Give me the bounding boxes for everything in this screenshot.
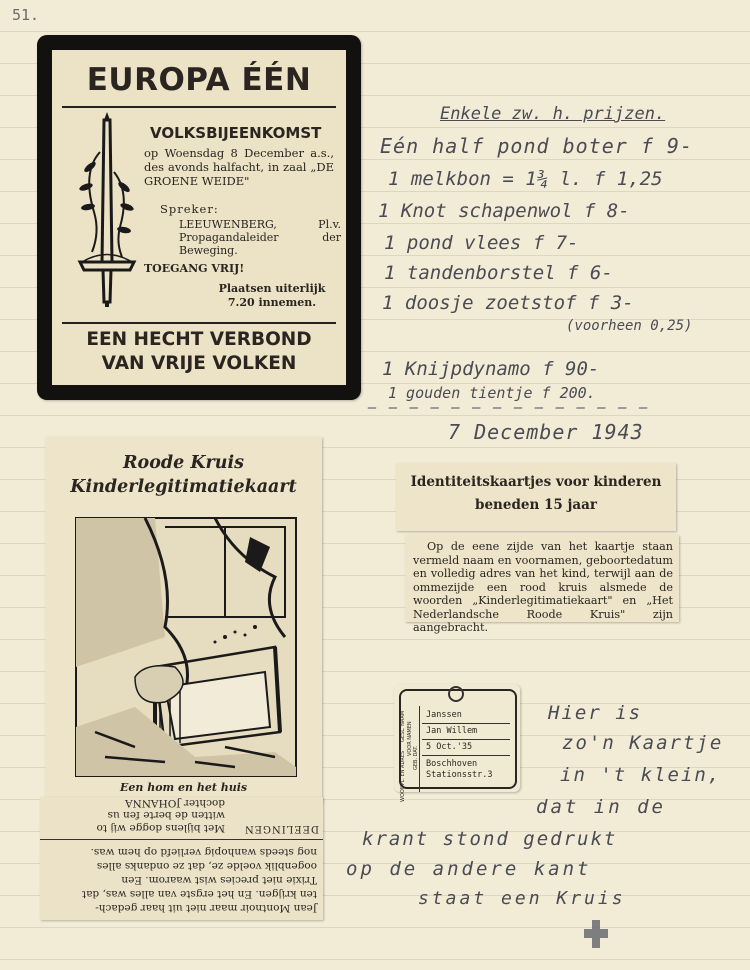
note-line: op de andere kant [346, 858, 592, 880]
dashed-separator: — — — — — — — — — — — — — — [368, 400, 650, 416]
clipping-text-line: ten krijgen. En het ergste van alles was, dat [81, 888, 317, 900]
clipping-text-line: dochter JOHANNA [125, 797, 225, 809]
price-item: 1 Knijpdynamo f 90- [382, 358, 600, 380]
divider [40, 839, 323, 840]
note-line: Hier is [548, 702, 643, 724]
clipping-text-line: Met bijlens dogge wij to [96, 822, 225, 834]
slogan-line: VAN VRIJE VOLKEN [101, 353, 297, 374]
tag-address-line: Boschhoven [426, 759, 478, 769]
price-note: (voorheen 0,25) [566, 318, 693, 334]
price-item: 1 tandenborstel f 6- [384, 262, 613, 284]
roode-kruis-clipping [45, 437, 322, 802]
divider [62, 106, 336, 108]
tag-field-labels [396, 706, 419, 802]
heading-line: Identiteitskaartjes voor kinderen [410, 474, 662, 490]
speaker-label: Spreker: [160, 202, 219, 216]
price-item: 1 doosje zoetstof f 3- [382, 292, 634, 314]
drawn-cross-icon [582, 918, 610, 950]
slogan-line: EEN HECHT VERBOND [86, 329, 312, 350]
tag-label: GESL. NAAM [400, 710, 406, 742]
identiteit-heading [396, 471, 676, 517]
europa-title: EUROPA ÉÉN [86, 62, 312, 98]
note-line: krant stond gedrukt [362, 828, 618, 850]
europa-een-advertisement [37, 35, 361, 400]
clipping-text-line: Trixie niet precies wist waarom. Een [121, 874, 317, 886]
note-line: dat in de [536, 796, 666, 818]
tag-hole-icon [448, 686, 464, 702]
event-details: op Woensdag 8 December a.s., des avonds halfacht, in zaal „DE GROENE WEIDE" [144, 146, 334, 188]
prices-heading: Enkele zw. h. prijzen. [440, 104, 666, 124]
bombed-room-illustration [75, 517, 297, 777]
id-tag-clipping [394, 684, 520, 802]
tag-birth-date: 5 Oct.'35 [422, 740, 510, 756]
identiteit-heading-clipping [396, 463, 676, 531]
price-item: Eén half pond boter f 9- [380, 134, 693, 158]
clipping-text-line: nog steeds wanhopig verliefd op hem was. [90, 846, 317, 858]
note-line: zo'n Kaartje [562, 732, 724, 754]
heading-line: beneden 15 jaar [475, 497, 597, 513]
price-item: 1 gouden tientje f 200. [388, 384, 596, 402]
event-heading: VOLKSBIJEENKOMST [150, 124, 322, 142]
divider [62, 322, 336, 324]
tag-label: WOONPL. EN ADRES [400, 750, 406, 802]
price-item: 1 Knot schapenwol f 8- [378, 200, 630, 222]
handwritten-date: 7 December 1943 [448, 420, 644, 444]
speaker-name: LEEUWENBERG, Pl.v. Propagandaleider der Beweging. [179, 218, 341, 257]
tag-first-name: Jan Willem [422, 724, 510, 740]
upside-down-clipping [40, 797, 323, 920]
clipping-text-line: oogenblik voelde ze, dat ze ondanks alles [96, 860, 317, 872]
clipping-text-line: witten de berte fen us [107, 809, 225, 821]
page-number: 51. [12, 6, 40, 24]
price-item: 1 pond vlees f 7- [384, 232, 579, 254]
sword-laurel-icon [72, 112, 142, 307]
tag-label: VOOR NAMEN [407, 721, 413, 756]
tag-address-line: Stationsstr.3 [426, 770, 493, 780]
note-line: in 't klein, [560, 764, 722, 786]
price-item: 1 melkbon = 1¾ l. f 1,25 [388, 168, 663, 190]
identiteit-body: Op de eene zijde van het kaartje staan vermeld naam en voornamen, geboortedatum en volledig adres van het kind, terwijl aan de ommezijde een rood kruis alsmede de woorden „Kinderlegitimatiekaart" en „Het Nederlandsche Roode Kruis" zijn aangebracht. [413, 540, 673, 634]
tag-surname: Janssen [422, 708, 510, 724]
title-line: Roode Kruis [122, 453, 244, 473]
identiteit-body-clipping [405, 535, 679, 634]
clipping-heading: DEELINGEN [244, 823, 319, 834]
note-line: staat een Kruis [418, 888, 626, 909]
tag-divider [419, 706, 420, 792]
clipping-text-line: Jean Montnoir maar niet uit haar gedach- [95, 902, 317, 914]
roode-kruis-title [45, 451, 322, 499]
illustration-caption: Een hom en het huis [120, 781, 248, 794]
slogan [52, 328, 346, 376]
title-line: Kinderlegitimatiekaart [70, 477, 297, 497]
tag-label: GEB. DAT. [413, 745, 419, 770]
seating-note: Plaatsen uiterlijk 7.20 innemen. [218, 282, 326, 309]
admission-text: TOEGANG VRIJ! [144, 262, 245, 275]
